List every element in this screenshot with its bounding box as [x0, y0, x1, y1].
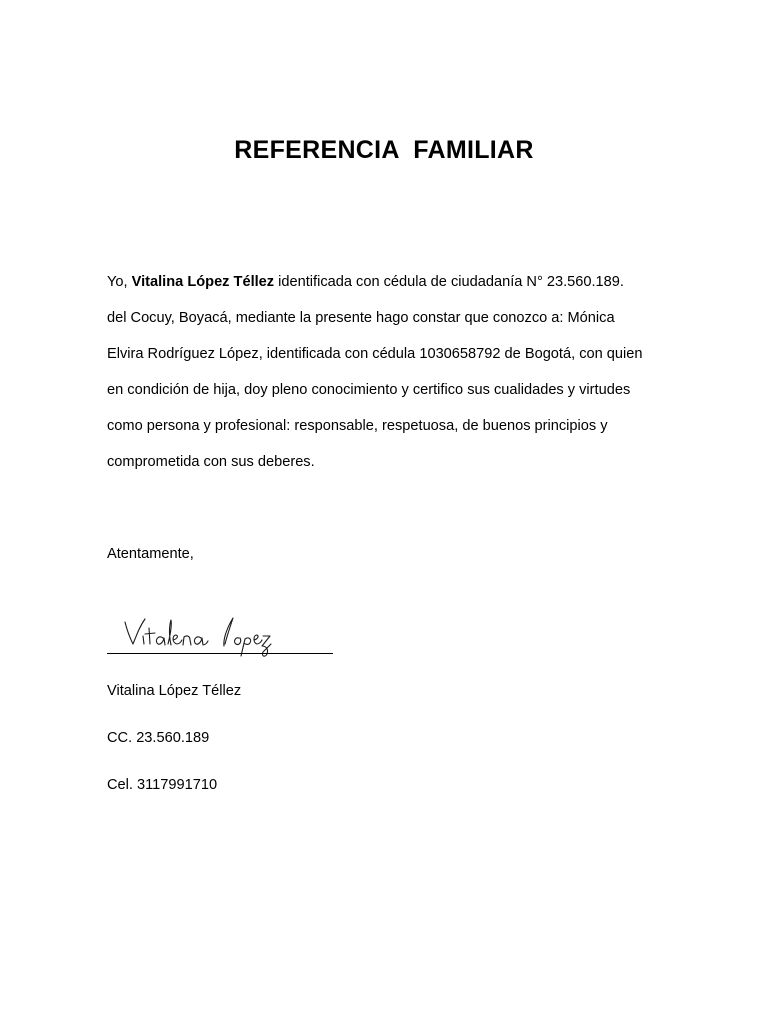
- referee-name: Vitalina López Téllez: [131, 274, 275, 290]
- body-line-1-suffix: identificada con cédula de ciudadanía N° 23.560.189.: [274, 274, 624, 290]
- signer-phone: Cel. 3117991710: [107, 777, 218, 793]
- body-line-5: como persona y profesional: responsable, respetuosa, de buenos principios y: [107, 418, 608, 434]
- signer-name: Vitalina López Téllez: [107, 683, 242, 699]
- document-title: REFERENCIA FAMILIAR: [234, 136, 534, 164]
- signature-line: [107, 653, 333, 654]
- signer-id: CC. 23.560.189: [107, 730, 210, 746]
- body-line-1-prefix: Yo,: [107, 274, 132, 290]
- body-line-4: en condición de hija, doy pleno conocimiento y certifico sus cualidades y virtudes: [107, 382, 631, 398]
- body-line-2: del Cocuy, Boyacá, mediante la presente hago constar que conozco a: Mónica: [107, 310, 615, 326]
- body-line-6: comprometida con sus deberes.: [107, 454, 315, 470]
- body-line-3: Elvira Rodríguez López, identificada con cédula 1030658792 de Bogotá, con quien: [107, 346, 643, 362]
- closing-salutation: Atentamente,: [107, 546, 194, 562]
- handwritten-signature: [107, 608, 335, 658]
- body-line-1: [107, 275, 624, 290]
